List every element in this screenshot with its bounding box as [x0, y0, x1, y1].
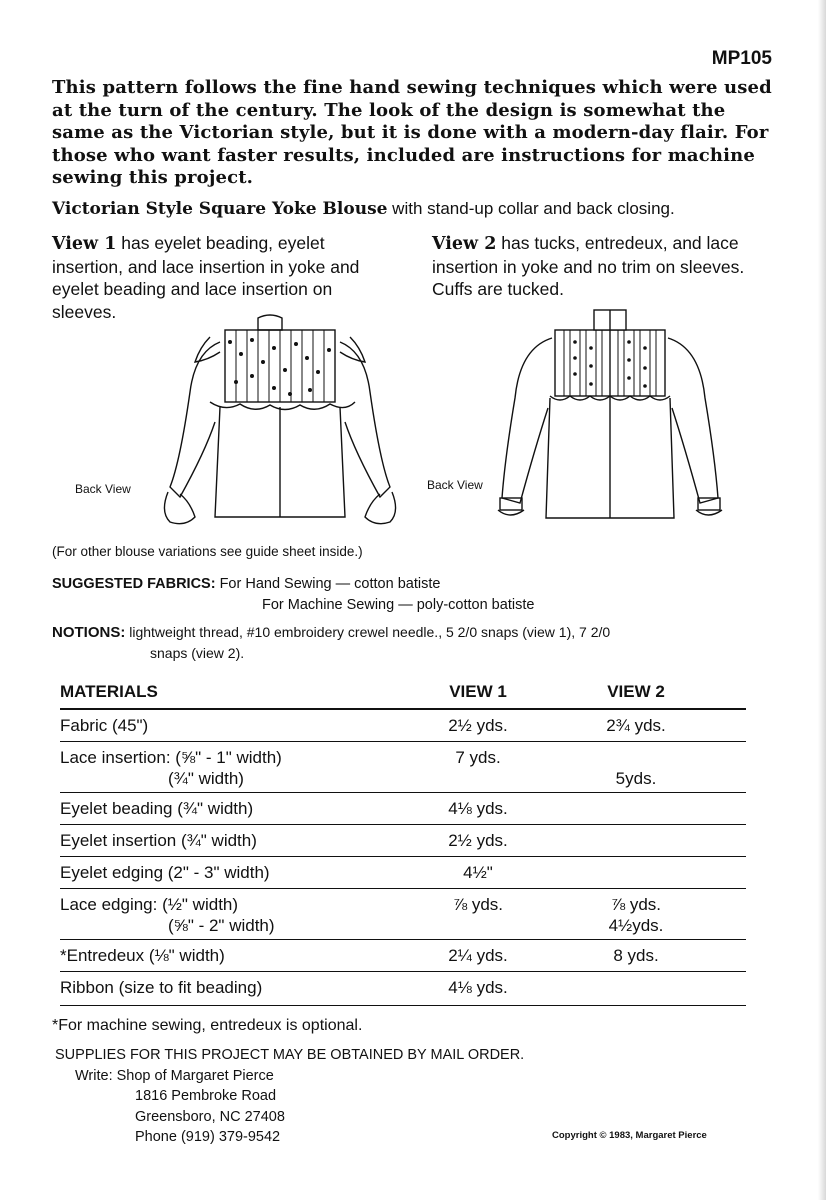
material-name-line: Ribbon (size to fit beading): [60, 978, 263, 997]
blouse-title-bold: Victorian Style Square Yoke Blouse: [52, 199, 388, 219]
view2-amount-line: [566, 747, 706, 768]
copyright-notice: Copyright © 1983, Margaret Pierce: [552, 1130, 707, 1141]
view2-amount: [566, 798, 706, 819]
material-name: [60, 715, 148, 736]
view1-amount: [418, 747, 538, 789]
materials-row: [60, 857, 746, 889]
materials-table: [60, 680, 746, 1006]
intro-paragraph: This pattern follows the fine hand sewing techniques which were used at the turn of the century. The look of the design is somewhat the same as the Victorian style, but it is done with a modern-day flair. For those who want faster results, included are instructions for machine sewing this project.: [52, 77, 772, 188]
view1-amount-line: 7 yds.: [455, 748, 501, 767]
view2-amount-line: ⅞ yds.: [610, 895, 662, 914]
material-name-line: Lace insertion: (⅝" - 1" width): [60, 748, 282, 767]
fabrics-label: SUGGESTED FABRICS:: [52, 576, 216, 592]
material-name: [60, 747, 282, 789]
view2-amount: [566, 894, 706, 936]
notions-line1: lightweight thread, #10 embroidery crewel needle., 5 2/0 snaps (view 1), 7 2/0: [125, 624, 611, 640]
view1-back-view-label: Back View: [75, 482, 131, 496]
material-name-line: Eyelet beading (¾" width): [60, 799, 254, 818]
fabrics-machine: For Machine Sewing — poly-cotton batiste: [262, 597, 535, 613]
view1-description: [52, 232, 378, 323]
header-materials: MATERIALS: [60, 682, 158, 701]
material-name-line: Eyelet insertion (¾" width): [60, 831, 257, 850]
view2-amount: [566, 747, 706, 789]
view2-back-view-label: Back View: [427, 478, 483, 492]
material-name: [60, 798, 253, 819]
view1-amount-line: 2½ yds.: [448, 831, 508, 850]
materials-row: [60, 793, 746, 825]
view1-amount: [418, 894, 538, 936]
view1-amount: [418, 830, 538, 851]
view1-amount-line: 2½ yds.: [448, 716, 508, 735]
view2-amount: [566, 830, 706, 851]
materials-row: [60, 972, 746, 1006]
material-name-line: Eyelet edging (2" - 3" width): [60, 863, 270, 882]
material-name: [60, 945, 225, 966]
view2-amount-line: 8 yds.: [613, 946, 659, 965]
fabrics-hand: For Hand Sewing — cotton batiste: [215, 576, 441, 592]
suggested-fabrics: [52, 574, 534, 616]
materials-row: [60, 889, 746, 940]
view2-amount-line: 2¾ yds.: [606, 716, 666, 735]
supplies-info: [55, 1045, 524, 1148]
view1-amount-line: [418, 768, 538, 789]
pattern-code: MP105: [711, 48, 772, 69]
material-name-line: Fabric (45"): [60, 716, 149, 735]
view1-amount: [418, 798, 538, 819]
material-name-line: (⅝" - 2" width): [168, 916, 275, 935]
materials-row: [60, 825, 746, 857]
view1-amount-line: 4⅛ yds.: [448, 799, 508, 818]
materials-header-row: [60, 680, 746, 710]
materials-rows: [60, 710, 746, 1006]
view2-amount: [566, 977, 706, 998]
view1-text: has eyelet beading, eyelet insertion, and lace insertion in yoke and eyelet beading and lace insertion on sleeves.: [52, 233, 360, 322]
blouse-title: [52, 199, 792, 219]
notions: [52, 622, 782, 664]
view2-amount-line: 4½yds.: [608, 916, 664, 935]
view2-text: has tucks, entredeux, and lace insertion in yoke and no trim on sleeves. Cuffs are tucked.: [432, 233, 745, 299]
view1-amount: [418, 862, 538, 883]
materials-row: [60, 940, 746, 972]
notions-label: NOTIONS:: [52, 624, 126, 641]
view1-heading: View 1: [52, 234, 117, 254]
supplies-phone: Phone (919) 379-9542: [135, 1129, 281, 1145]
view2-amount: [566, 945, 706, 966]
view1-amount: [418, 945, 538, 966]
view1-amount-line: [418, 915, 538, 936]
page-edge-shadow: [818, 0, 826, 1200]
supplies-city: Greensboro, NC 27408: [135, 1108, 285, 1125]
view1-amount-line: 4½": [463, 863, 493, 882]
supplies-write: Write: Shop of Margaret Pierce: [75, 1067, 274, 1084]
header-view1: VIEW 1: [449, 682, 507, 701]
material-name-line: (¾" width): [168, 769, 244, 788]
materials-row: [60, 710, 746, 742]
view2-description: [432, 232, 762, 301]
view1-amount: [418, 715, 538, 736]
view2-amount-line: [566, 798, 706, 819]
material-name: [60, 894, 275, 936]
view2-amount: [566, 715, 706, 736]
header-view2: VIEW 2: [607, 682, 665, 701]
view2-heading: View 2: [432, 234, 497, 254]
view1-amount: [418, 977, 538, 998]
material-name: [60, 862, 270, 883]
materials-row: [60, 742, 746, 793]
view1-amount-line: ⅞ yds.: [452, 895, 504, 914]
view1-amount-line: 2¼ yds.: [448, 946, 508, 965]
material-name-line: *Entredeux (⅛" width): [60, 946, 225, 965]
view2-amount: [566, 862, 706, 883]
view2-amount-line: [566, 830, 706, 851]
view2-amount-line: [566, 977, 706, 998]
blouse-title-rest: with stand-up collar and back closing.: [387, 199, 675, 218]
variations-note: (For other blouse variations see guide sheet inside.): [52, 544, 363, 559]
notions-line2: snaps (view 2).: [150, 645, 245, 661]
supplies-street: 1816 Pembroke Road: [135, 1088, 277, 1104]
view2-amount-line: 5yds.: [615, 769, 657, 788]
view1-amount-line: 4⅛ yds.: [448, 978, 508, 997]
material-name: [60, 977, 262, 998]
view2-blouse-illustration: [480, 308, 740, 533]
view1-blouse-illustration: [150, 312, 410, 537]
material-name-line: Lace edging: (½" width): [60, 895, 239, 914]
material-name: [60, 830, 257, 851]
entredeux-footnote: *For machine sewing, entredeux is optional.: [52, 1017, 363, 1034]
view2-amount-line: [566, 862, 706, 883]
supplies-heading: SUPPLIES FOR THIS PROJECT MAY BE OBTAINED BY MAIL ORDER.: [55, 1047, 525, 1063]
